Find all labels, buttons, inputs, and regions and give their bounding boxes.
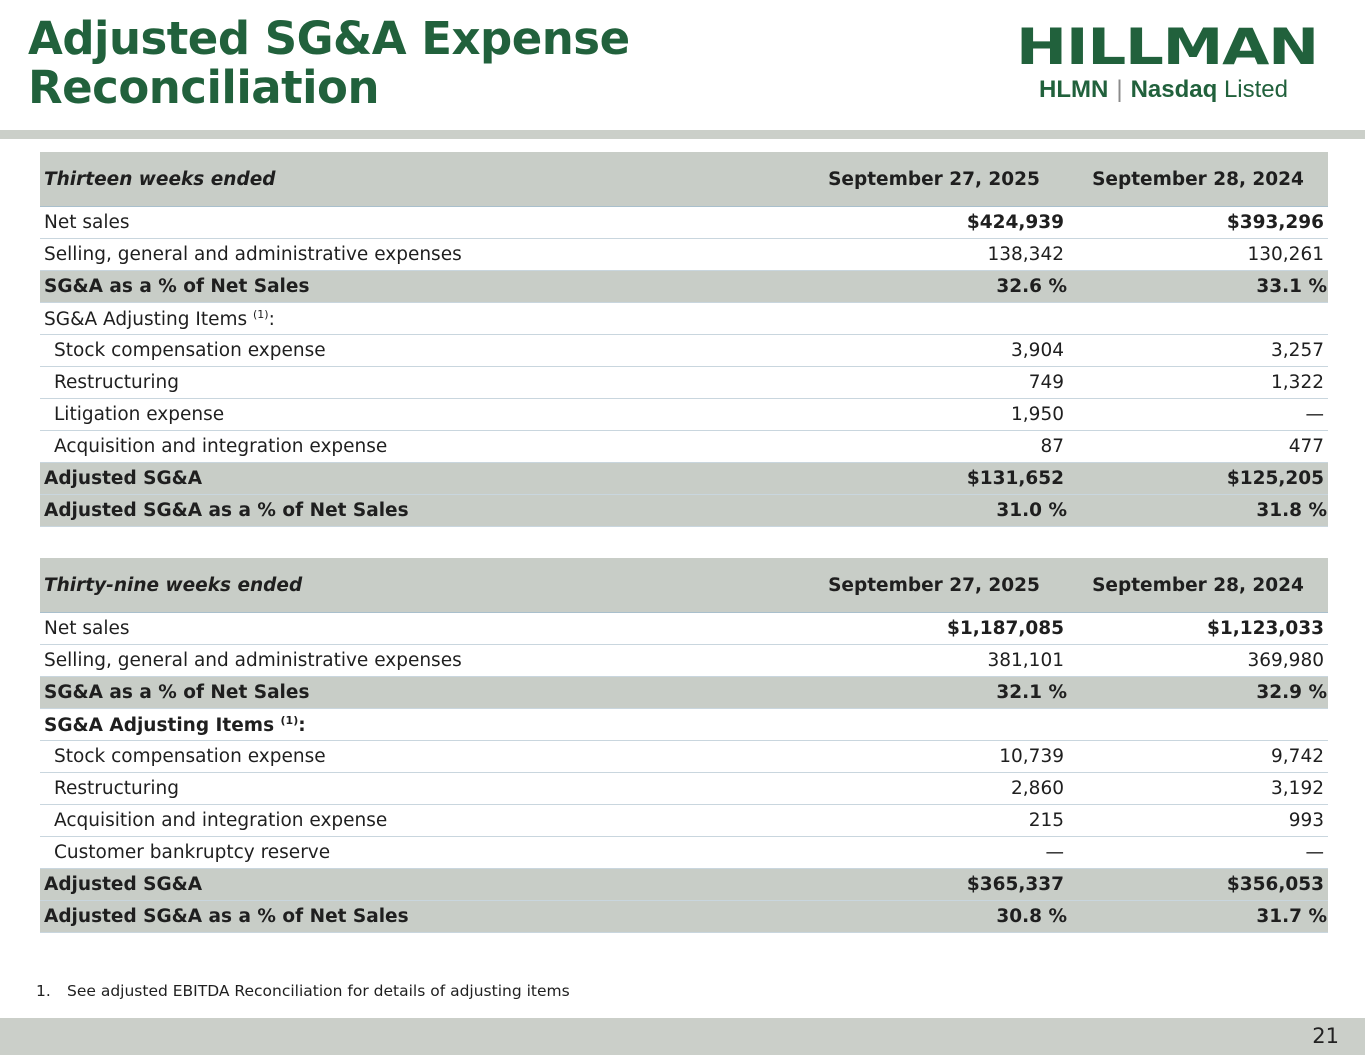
value-2025: 215 [800,805,1068,837]
column-header-2024: September 28, 2024 [1068,558,1328,613]
logo-listed: Listed [1223,76,1288,103]
table-header-row [40,152,1328,207]
adjusting-item-row [40,367,1328,399]
adjusting-items-row [40,709,1328,741]
adjusting-label: SG&A Adjusting Items [44,308,253,330]
logo-ticker: HLMN [1039,76,1109,103]
row-label [40,303,800,335]
row-label: Adjusted SG&A [40,869,800,901]
logo-separator: | [1116,76,1123,103]
column-header-2025: September 27, 2025 [800,558,1068,613]
page-title-line-2: Reconciliation [28,61,380,114]
period-label: Thirty-nine weeks ended [40,558,800,613]
value-2024: 3,192 [1068,773,1328,805]
value-2024: 9,742 [1068,741,1328,773]
column-header-2025: September 27, 2025 [800,152,1068,207]
value-2024: 477 [1068,431,1328,463]
row-label: Net sales [40,207,800,239]
value-2025: 32.1 % [800,677,1068,709]
value-2025: 10,739 [800,741,1068,773]
value-2025: 31.0 % [800,495,1068,527]
value-2024: 31.8 % [1068,495,1328,527]
hillman-logo [986,18,1348,108]
row-label [40,709,800,741]
value-2025: 381,101 [800,645,1068,677]
logo-exchange: Nasdaq [1130,76,1218,103]
net-sales-row [40,613,1328,645]
row-label: Adjusted SG&A as a % of Net Sales [40,495,800,527]
adjusted-sga-percent-row [40,901,1328,933]
value-2024: 1,322 [1068,367,1328,399]
table-header-row [40,558,1328,613]
adjusting-items-row [40,303,1328,335]
value-2024: 31.7 % [1068,901,1328,933]
value-2024: — [1068,399,1328,431]
adjusting-item-row [40,399,1328,431]
value-2025: 32.6 % [800,271,1068,303]
thirty-nine-weeks-table [40,558,1328,933]
adjusted-sga-row [40,463,1328,495]
value-2025: 2,860 [800,773,1068,805]
row-label: Selling, general and administrative expenses [40,239,800,271]
row-label: Customer bankruptcy reserve [40,837,800,869]
value-2024: — [1068,837,1328,869]
adjusting-item-row [40,431,1328,463]
period-label: Thirteen weeks ended [40,152,800,207]
value-2025: 1,950 [800,399,1068,431]
footer-bar [0,1018,1365,1055]
adjusted-sga-percent-row [40,495,1328,527]
adjusting-item-row [40,805,1328,837]
row-label: SG&A as a % of Net Sales [40,271,800,303]
page-title-line-1: Adjusted SG&A Expense [28,12,630,65]
adjusting-item-row [40,773,1328,805]
value-2024: $356,053 [1068,869,1328,901]
value-2025: — [800,837,1068,869]
row-label: Restructuring [40,773,800,805]
row-label: Adjusted SG&A [40,463,800,495]
value-2024: $393,296 [1068,207,1328,239]
row-label: Adjusted SG&A as a % of Net Sales [40,901,800,933]
footnote-number: 1. [36,982,51,1000]
row-label: Restructuring [40,367,800,399]
footnote-text: See adjusted EBITDA Reconciliation for details of adjusting items [67,982,570,1000]
value-2024: 32.9 % [1068,677,1328,709]
value-2025: 3,904 [800,335,1068,367]
value-2024: 3,257 [1068,335,1328,367]
row-label: Litigation expense [40,399,800,431]
page-title [28,14,630,112]
row-label: Stock compensation expense [40,741,800,773]
adjusting-suffix: : [268,308,275,330]
header-divider [0,130,1365,139]
value-2025: 87 [800,431,1068,463]
footnote-ref: (1) [253,307,269,321]
value-2025: $365,337 [800,869,1068,901]
adjusting-suffix: : [298,714,306,736]
footnote-ref: (1) [280,713,299,727]
sga-expenses-row [40,239,1328,271]
adjusting-item-row [40,837,1328,869]
logo-subtitle [1039,75,1288,105]
logo-wordmark: HILLMAN [1016,18,1318,76]
adjusting-label: SG&A Adjusting Items [44,714,281,736]
value-2025: $1,187,085 [800,613,1068,645]
value-2024: 369,980 [1068,645,1328,677]
adjusting-item-row [40,741,1328,773]
row-label: Stock compensation expense [40,335,800,367]
value-2025: $424,939 [800,207,1068,239]
value-2024: 993 [1068,805,1328,837]
value-2025: 30.8 % [800,901,1068,933]
row-label: Acquisition and integration expense [40,431,800,463]
value-2025: 138,342 [800,239,1068,271]
value-2024: $1,123,033 [1068,613,1328,645]
thirteen-weeks-table [40,152,1328,527]
value-2025: 749 [800,367,1068,399]
net-sales-row [40,207,1328,239]
column-header-2024: September 28, 2024 [1068,152,1328,207]
row-label: SG&A as a % of Net Sales [40,677,800,709]
value-2024: 130,261 [1068,239,1328,271]
row-label: Net sales [40,613,800,645]
footnote [36,981,570,1001]
value-2024: 33.1 % [1068,271,1328,303]
sga-percent-row [40,271,1328,303]
adjusting-item-row [40,335,1328,367]
row-label: Selling, general and administrative expenses [40,645,800,677]
sga-percent-row [40,677,1328,709]
value-2025: $131,652 [800,463,1068,495]
value-2024: $125,205 [1068,463,1328,495]
row-label: Acquisition and integration expense [40,805,800,837]
page-number: 21 [1312,1024,1339,1048]
adjusted-sga-row [40,869,1328,901]
sga-expenses-row [40,645,1328,677]
